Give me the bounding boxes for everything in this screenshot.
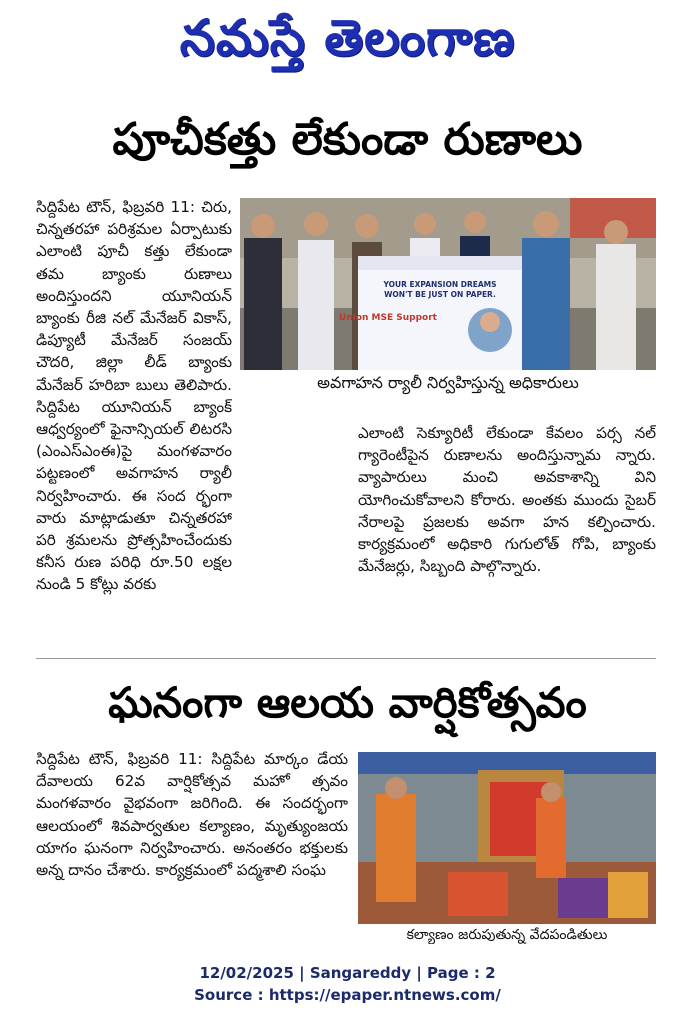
article1-headline: పూచీకత్తు లేకుండా రుణాలు (112, 114, 583, 165)
masthead-title: నమస్తే తెలంగాణ (179, 9, 516, 67)
article1-column-2: ఎలాంటి సెక్యూరిటీ లేకుండా కేవలం పర్స నల్ గ్యారెంటీపైన రుణాలను అందిస్తున్నామ న్నారు. వ్యాపారులు మంచి అవకాశాన్ని విని యోగించుకోవాలని కోరారు. అంతకు ముందు సైబర్ నేరాలపై ప్రజలకు అవగా హన కల్పించారు. కార్యక్రమంలో అధికారి గుగులోత్ గోపి, బ్యాంకు మేనేజర్లు, సిబ్బంది పాల్గొన్నారు. (358, 424, 656, 576)
article2-headline: ఘనంగా ఆలయ వార్షికోత్సవం (108, 678, 587, 727)
banner-text-line2: WON'T BE JUST ON PAPER. (384, 290, 496, 299)
article1-column-1: సిద్దిపేట టౌన్, ఫిబ్రవరి 11: చిరు, చిన్నతరహా పరిశ్రమల ఏర్పాటుకు ఎలాంటి పూచీ కత్తు లేకుండా తమ బ్యాంకు రుణాలు అందిస్తుందని యూనియన్ బ్యాంకు రీజి నల్ మేనేజర్ వికాస్, డిప్యూటీ మేనేజర్ సంజయ్ చౌదరి, జిల్లా లీడ్ బ్యాంకు మేనేజర్ హరిబా బులు తెలిపారు. సిద్దిపేట యూనియన్ బ్యాంక్ ఆధ్వర్యంలో ఫైనాన్సియల్ లిటరసి (ఎంఎస్ఎంఈ)పై మంగళవారం పట్టణంలో అవగాహన ర్యాలీ నిర్వహించారు. ఈ సంద ర్భంగా వారు మాట్లాడుతూ చిన్నతరహా పరి శ్రమలను ప్రోత్సహించేందుకు కనీస రుణ పరిధి రూ.50 లక్షల నుండి 5 కోట్లు వరకు (36, 198, 232, 594)
article2-photo-caption: కల్యాణం జరుపుతున్న వేదపండితులు (358, 926, 656, 944)
rally-photo-illustration (240, 198, 656, 370)
section-divider (36, 658, 656, 659)
footer-source-link[interactable]: Source : https://epaper.ntnews.com/ (194, 986, 501, 1004)
article2-photo (358, 752, 656, 924)
article1-photo-caption: అవగాహన ర్యాలీ నిర్వహిస్తున్న అధికారులు (240, 370, 656, 396)
article2-column-1: సిద్దిపేట టౌన్, ఫిబ్రవరి 11: సిద్దిపేట మార్కం డేయ దేవాలయ 62వ వార్షికోత్సవ మహో త్సవం మంగళవారం వైభవంగా జరిగింది. ఈ సందర్భంగా ఆలయంలో శివపార్వతుల కల్యాణం, మృత్యుంజయ యాగం ఘనంగా నిర్వహించారు. అనంతరం భక్తులకు అన్న దానం చేశారు. కార్యక్రమంలో పద్మశాలి సంఘ (36, 750, 348, 880)
banner-text-line1: YOUR EXPANSION DREAMS (383, 280, 497, 289)
banner-brand: Union MSE Support (339, 313, 437, 323)
temple-photo-illustration (358, 752, 656, 924)
footer-date-edition: 12/02/2025 | Sangareddy | Page : 2 (199, 964, 496, 982)
article1-photo (240, 198, 656, 370)
